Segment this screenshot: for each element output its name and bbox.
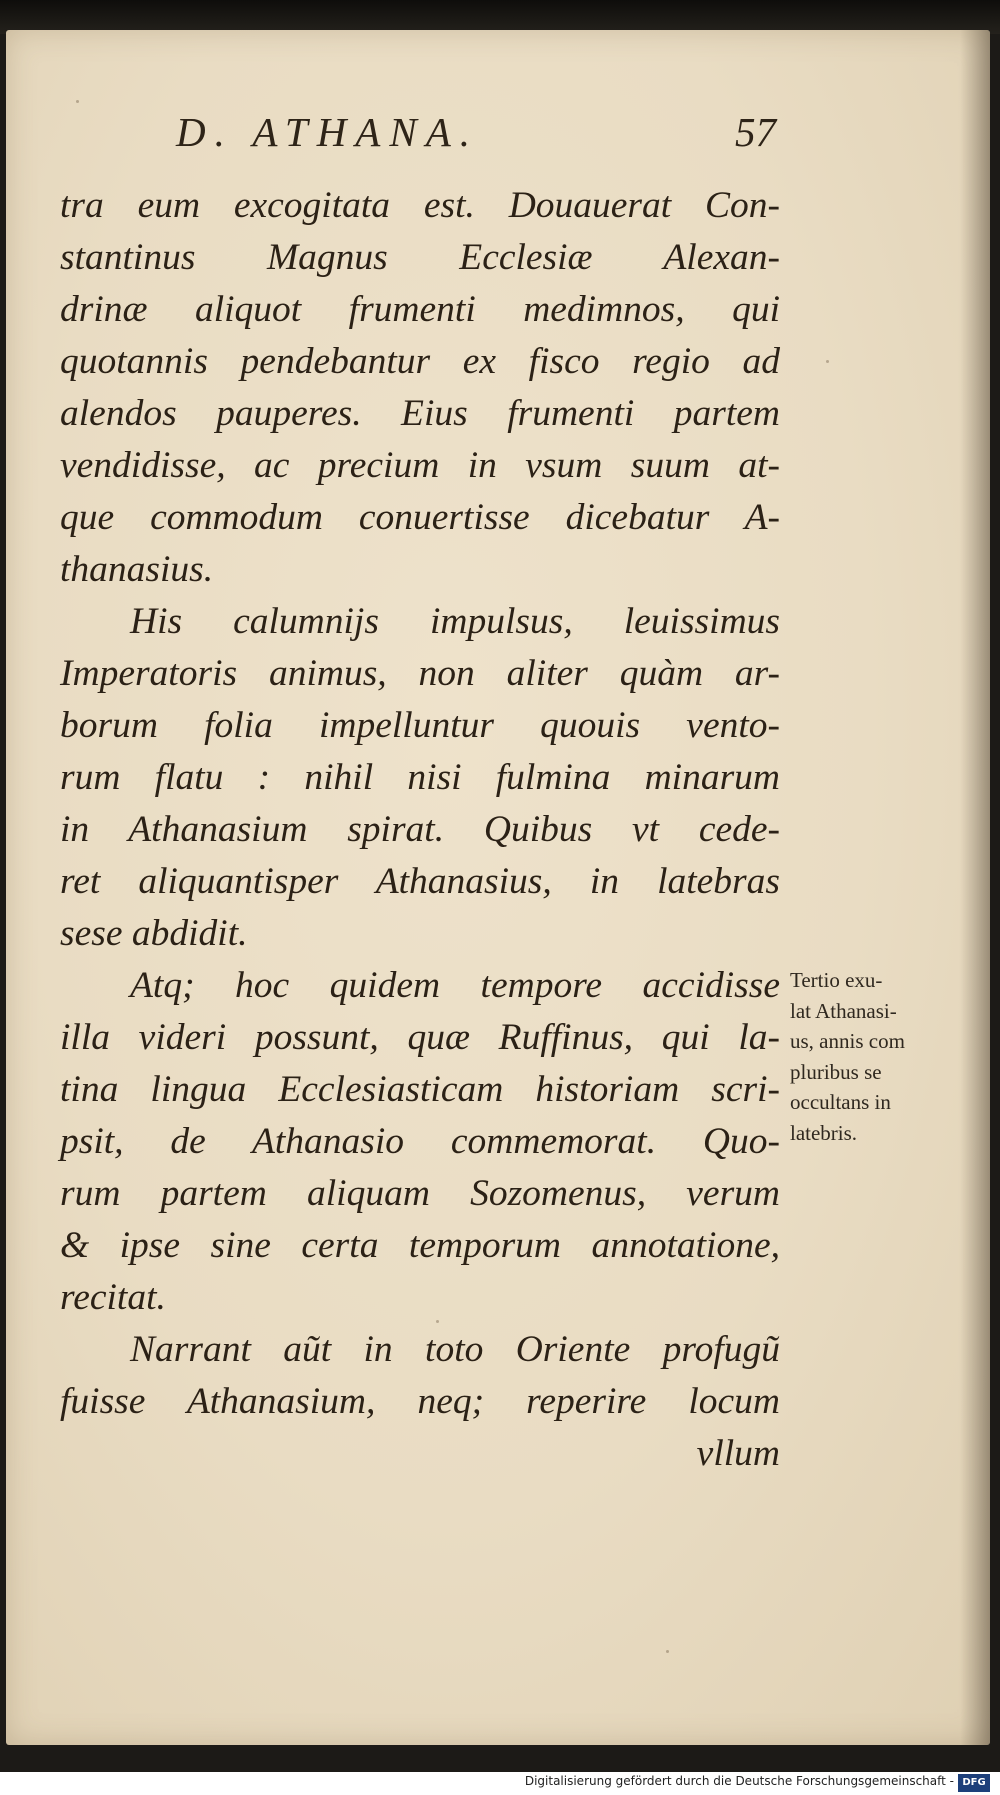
marginal-note — [790, 965, 950, 1148]
marginal-note-line: us, annis com — [790, 1029, 905, 1053]
text-line: His calumnijs impulsus, leuissimus — [130, 601, 780, 642]
paragraph-2 — [60, 596, 780, 960]
text-line: rum partem aliquam Sozomenus, verum — [60, 1173, 780, 1214]
text-line: thanasius. — [60, 549, 214, 590]
marginal-note-line: Tertio exu- — [790, 968, 883, 992]
text-line: Imperatoris animus, non aliter quàm ar- — [60, 653, 780, 694]
text-line: psit, de Athanasio commemorat. Quo- — [60, 1121, 780, 1162]
text-line: ret aliquantisper Athanasius, in latebras — [60, 861, 780, 902]
paragraph-4 — [60, 1324, 780, 1480]
text-line: vendidisse, ac precium in vsum suum at- — [60, 445, 780, 486]
text-line: Narrant aũt in toto Oriente profugũ — [130, 1329, 780, 1370]
paper-speck — [666, 1650, 669, 1653]
paper-speck — [76, 100, 79, 103]
text-line: recitat. — [60, 1277, 166, 1318]
text-line: rum flatu : nihil nisi fulmina minarum — [60, 757, 780, 798]
page-header — [176, 108, 776, 168]
marginal-note-line: pluribus se — [790, 1059, 882, 1084]
text-line: tina lingua Ecclesiasticam historiam scri- — [60, 1069, 780, 1110]
marginal-note-line: occultans in — [790, 1090, 891, 1114]
text-line: quotannis pendebantur ex fisco regio ad — [60, 341, 780, 382]
marginal-note-line: latebris. — [790, 1120, 858, 1145]
paragraph-3 — [60, 960, 780, 1324]
text-line: drinæ aliquot frumenti medimnos, qui — [60, 289, 780, 330]
text-line: fuisse Athanasium, neq; reperire locum — [60, 1381, 780, 1422]
text-line: tra eum excogitata est. Douauerat Con- — [60, 185, 780, 226]
text-line: sese abdidit. — [60, 913, 248, 954]
text-line: Atq; hoc quidem tempore accidisse — [130, 965, 780, 1006]
text-line: illa videri possunt, quæ Ruffinus, qui la- — [60, 1017, 780, 1058]
dfg-logo: DFG — [958, 1774, 990, 1792]
paragraph-1 — [60, 180, 780, 596]
text-line: in Athanasium spirat. Quibus vt cede- — [60, 809, 780, 850]
text-line: alendos pauperes. Eius frumenti partem — [60, 393, 780, 434]
text-line: que commodum conuertisse dicebatur A- — [60, 497, 780, 538]
page-number: 57 — [735, 109, 776, 155]
paper-speck — [826, 360, 829, 363]
text-line: borum folia impelluntur quouis vento- — [60, 705, 780, 746]
main-text-block — [60, 180, 780, 1480]
text-line: stantinus Magnus Ecclesiæ Alexan- — [60, 237, 780, 278]
page-gutter-shadow — [960, 30, 990, 1745]
running-head: D. ATHANA. — [176, 109, 479, 155]
marginal-note-line: lat Athanasi- — [790, 998, 897, 1023]
text-line: & ipse sine certa temporum annotatione, — [60, 1225, 780, 1266]
digitization-credit: Digitalisierung gefördert durch die Deutsche Forschungsgemeinschaft - — [524, 1774, 954, 1788]
scan-top-shadow — [0, 0, 1000, 34]
footer-bar — [0, 1772, 1000, 1795]
catchword: vllum — [696, 1433, 780, 1474]
